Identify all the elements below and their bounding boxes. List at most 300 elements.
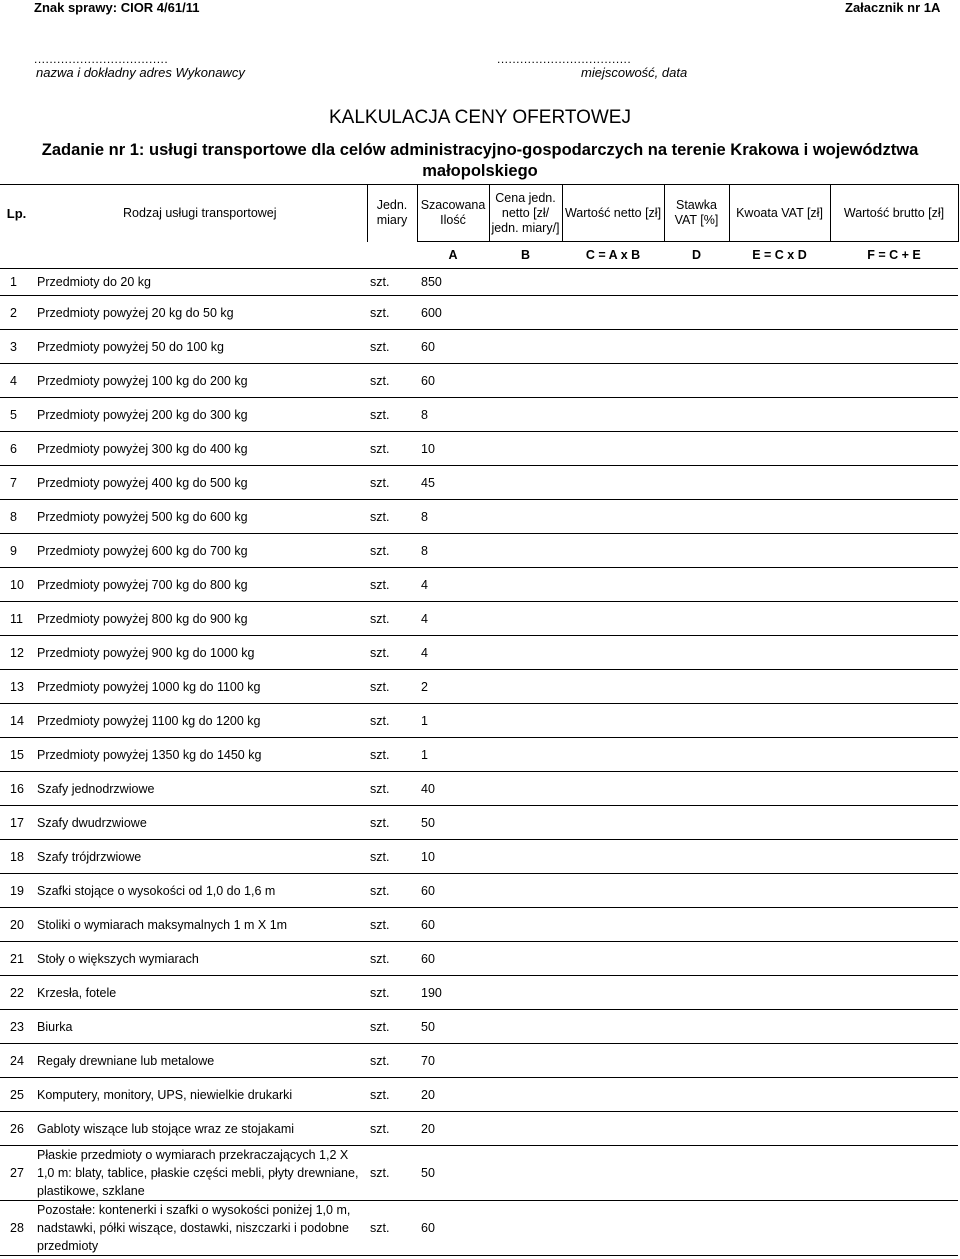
table-row [0,364,958,398]
table-row [0,704,958,738]
table-row [0,1146,958,1201]
row-quantity: 60 [417,330,489,364]
contractor-caption: nazwa i dokładny adres Wykonawcy [36,65,245,80]
formula-gross: F = C + E [830,242,958,269]
row-unit: szt. [367,602,417,636]
row-unit-price [489,500,562,534]
row-unit: szt. [367,296,417,330]
table-row [0,1201,958,1256]
row-unit-price [489,1201,562,1256]
row-unit: szt. [367,1146,417,1201]
row-vat-amount [729,1010,830,1044]
row-vat-rate [664,840,729,874]
row-unit: szt. [367,364,417,398]
row-gross-value [830,568,958,602]
row-vat-rate [664,806,729,840]
row-vat-amount [729,874,830,908]
table-row [0,602,958,636]
row-description: Szafy dwudrzwiowe [33,806,367,840]
row-gross-value [830,976,958,1010]
row-unit-price [489,432,562,466]
row-vat-rate [664,602,729,636]
row-vat-amount [729,1078,830,1112]
row-vat-rate [664,976,729,1010]
row-description: Przedmioty powyżej 1100 kg do 1200 kg [33,704,367,738]
row-gross-value [830,398,958,432]
row-quantity: 10 [417,840,489,874]
table-row [0,500,958,534]
row-vat-amount [729,398,830,432]
row-unit: szt. [367,976,417,1010]
row-vat-rate [664,296,729,330]
row-description: Przedmioty powyżej 20 kg do 50 kg [33,296,367,330]
row-vat-rate [664,364,729,398]
row-net-value [562,976,664,1010]
row-description: Przedmioty powyżej 900 kg do 1000 kg [33,636,367,670]
row-unit-price [489,806,562,840]
row-gross-value [830,1078,958,1112]
contractor-dots: ................................... [34,52,169,66]
row-net-value [562,602,664,636]
row-description: Szafki stojące o wysokości od 1,0 do 1,6 m [33,874,367,908]
row-unit-price [489,1112,562,1146]
row-net-value [562,432,664,466]
row-number: 9 [0,534,33,568]
row-vat-amount [729,704,830,738]
row-net-value [562,636,664,670]
row-quantity: 60 [417,942,489,976]
row-unit-price [489,466,562,500]
col-net-value: Wartość netto [zł] [562,185,664,242]
row-unit-price [489,976,562,1010]
row-description: Stoły o większych wymiarach [33,942,367,976]
row-net-value [562,1146,664,1201]
row-vat-amount [729,432,830,466]
row-unit: szt. [367,1078,417,1112]
row-vat-amount [729,942,830,976]
row-number: 21 [0,942,33,976]
row-description: Stoliki o wymiarach maksymalnych 1 m X 1m [33,908,367,942]
row-vat-rate [664,568,729,602]
row-gross-value [830,704,958,738]
col-vat-amount: Kwoata VAT [zł] [729,185,830,242]
table-row [0,806,958,840]
row-quantity: 50 [417,1010,489,1044]
row-number: 3 [0,330,33,364]
row-net-value [562,908,664,942]
row-vat-rate [664,1010,729,1044]
row-quantity: 850 [417,269,489,296]
row-quantity: 45 [417,466,489,500]
row-unit: szt. [367,670,417,704]
table-row [0,840,958,874]
row-net-value [562,296,664,330]
row-unit-price [489,398,562,432]
formula-empty [0,242,33,269]
row-net-value [562,466,664,500]
row-vat-amount [729,568,830,602]
row-quantity: 4 [417,568,489,602]
row-description: Pozostałe: kontenerki i szafki o wysokości poniżej 1,0 m, nadstawki, półki wiszące, dostawki, niszczarki i podobne przedmioty [33,1201,367,1256]
row-quantity: 50 [417,1146,489,1201]
row-description: Szafy trójdrzwiowe [33,840,367,874]
row-vat-rate [664,269,729,296]
row-unit-price [489,874,562,908]
row-quantity: 70 [417,1044,489,1078]
row-gross-value [830,269,958,296]
row-number: 22 [0,976,33,1010]
row-net-value [562,500,664,534]
formula-empty [367,242,417,269]
row-gross-value [830,500,958,534]
row-quantity: 8 [417,534,489,568]
table-row [0,1010,958,1044]
col-gross-value: Wartość brutto [zł] [830,185,958,242]
row-vat-rate [664,772,729,806]
row-description: Płaskie przedmioty o wymiarach przekraczających 1,2 X 1,0 m: blaty, tablice, płaskie części mebli, płyty drewniane, plastikowe, szklane [33,1146,367,1201]
row-description: Przedmioty powyżej 50 do 100 kg [33,330,367,364]
table-row [0,908,958,942]
table-row [0,1078,958,1112]
row-vat-rate [664,908,729,942]
row-unit: szt. [367,330,417,364]
row-net-value [562,534,664,568]
document-title: KALKULACJA CENY OFERTOWEJ [329,107,631,128]
row-gross-value [830,908,958,942]
table-row [0,942,958,976]
table-row [0,636,958,670]
row-vat-rate [664,330,729,364]
row-vat-rate [664,1078,729,1112]
col-unit-price: Cena jedn. netto [zł/ jedn. miary/] [489,185,562,242]
row-net-value [562,364,664,398]
row-quantity: 60 [417,364,489,398]
row-unit-price [489,296,562,330]
row-number: 24 [0,1044,33,1078]
task-subtitle: Zadanie nr 1: usługi transportowe dla celów administracyjno-gospodarczych na terenie Krakowa i województwa małopolskiego [41,141,919,180]
row-unit-price [489,704,562,738]
row-gross-value [830,772,958,806]
row-gross-value [830,466,958,500]
row-net-value [562,1078,664,1112]
row-number: 19 [0,874,33,908]
row-unit: szt. [367,432,417,466]
row-unit-price [489,772,562,806]
document-header [0,0,960,20]
row-unit-price [489,1044,562,1078]
row-gross-value [830,1044,958,1078]
row-number: 16 [0,772,33,806]
table-row [0,874,958,908]
col-qty: Szacowana Ilość [417,185,489,242]
formula-net: C = A x B [562,242,664,269]
row-description: Szafy jednodrzwiowe [33,772,367,806]
row-number: 25 [0,1078,33,1112]
row-number: 26 [0,1112,33,1146]
row-unit-price [489,670,562,704]
row-unit-price [489,1146,562,1201]
row-description: Przedmioty powyżej 200 kg do 300 kg [33,398,367,432]
table-row [0,296,958,330]
row-quantity: 2 [417,670,489,704]
row-unit-price [489,269,562,296]
row-gross-value [830,1146,958,1201]
row-net-value [562,568,664,602]
col-lp: Lp. [0,185,33,242]
formula-empty [33,242,367,269]
place-date-caption: miejscowość, data [581,65,688,80]
row-net-value [562,704,664,738]
formula-vat-rate: D [664,242,729,269]
row-number: 6 [0,432,33,466]
row-number: 13 [0,670,33,704]
row-number: 15 [0,738,33,772]
row-net-value [562,670,664,704]
row-description: Przedmioty powyżej 100 kg do 200 kg [33,364,367,398]
row-quantity: 60 [417,874,489,908]
row-number: 4 [0,364,33,398]
row-description: Regały drewniane lub metalowe [33,1044,367,1078]
row-number: 28 [0,1201,33,1256]
row-gross-value [830,942,958,976]
row-quantity: 600 [417,296,489,330]
table-row [0,976,958,1010]
row-quantity: 4 [417,602,489,636]
row-number: 1 [0,269,33,296]
row-net-value [562,330,664,364]
row-net-value [562,1201,664,1256]
row-number: 14 [0,704,33,738]
formula-row [0,242,958,269]
row-quantity: 1 [417,738,489,772]
row-unit: szt. [367,704,417,738]
row-unit-price [489,840,562,874]
table-row [0,738,958,772]
table-row [0,330,958,364]
row-unit: szt. [367,466,417,500]
row-vat-amount [729,806,830,840]
row-unit: szt. [367,534,417,568]
row-quantity: 50 [417,806,489,840]
row-unit: szt. [367,568,417,602]
row-vat-amount [729,466,830,500]
row-unit: szt. [367,806,417,840]
table-row [0,269,958,296]
row-vat-amount [729,670,830,704]
row-unit: szt. [367,874,417,908]
row-unit: szt. [367,500,417,534]
row-gross-value [830,364,958,398]
row-quantity: 8 [417,398,489,432]
formula-vat-amount: E = C x D [729,242,830,269]
row-description: Przedmioty powyżej 800 kg do 900 kg [33,602,367,636]
row-unit-price [489,942,562,976]
row-unit-price [489,1010,562,1044]
col-service: Rodzaj usługi transportowej [33,185,367,242]
row-unit: szt. [367,738,417,772]
row-vat-amount [729,1146,830,1201]
row-vat-amount [729,296,830,330]
row-unit: szt. [367,840,417,874]
row-vat-amount [729,976,830,1010]
row-vat-amount [729,500,830,534]
row-gross-value [830,670,958,704]
row-net-value [562,1112,664,1146]
row-gross-value [830,1010,958,1044]
row-description: Przedmioty powyżej 1350 kg do 1450 kg [33,738,367,772]
row-vat-rate [664,1201,729,1256]
row-gross-value [830,296,958,330]
row-quantity: 20 [417,1078,489,1112]
row-net-value [562,738,664,772]
row-description: Biurka [33,1010,367,1044]
row-number: 18 [0,840,33,874]
row-description: Komputery, monitory, UPS, niewielkie drukarki [33,1078,367,1112]
row-number: 11 [0,602,33,636]
table-row [0,1044,958,1078]
row-vat-rate [664,500,729,534]
row-vat-rate [664,704,729,738]
annex-label: Załacznik nr 1A [845,0,941,15]
row-vat-rate [664,670,729,704]
row-vat-amount [729,364,830,398]
row-unit-price [489,330,562,364]
row-vat-amount [729,840,830,874]
row-vat-amount [729,772,830,806]
row-vat-amount [729,908,830,942]
row-net-value [562,942,664,976]
row-gross-value [830,806,958,840]
row-number: 17 [0,806,33,840]
row-vat-amount [729,534,830,568]
row-description: Przedmioty powyżej 300 kg do 400 kg [33,432,367,466]
table-row [0,466,958,500]
row-unit-price [489,1078,562,1112]
row-description: Przedmioty powyżej 1000 kg do 1100 kg [33,670,367,704]
row-vat-amount [729,330,830,364]
case-number: Znak sprawy: CIOR 4/61/11 [34,0,200,15]
row-description: Przedmioty powyżej 700 kg do 800 kg [33,568,367,602]
row-quantity: 10 [417,432,489,466]
row-net-value [562,398,664,432]
row-quantity: 60 [417,908,489,942]
row-gross-value [830,738,958,772]
row-unit-price [489,568,562,602]
row-vat-amount [729,1201,830,1256]
row-unit: szt. [367,398,417,432]
row-unit: szt. [367,942,417,976]
row-unit-price [489,636,562,670]
table-header-row [0,185,958,242]
row-unit-price [489,738,562,772]
row-net-value [562,1044,664,1078]
row-number: 12 [0,636,33,670]
place-date-dots: ................................... [497,52,632,66]
row-net-value [562,269,664,296]
row-vat-rate [664,1112,729,1146]
table-row [0,534,958,568]
row-unit: szt. [367,1044,417,1078]
row-unit-price [489,534,562,568]
row-unit-price [489,364,562,398]
row-vat-amount [729,1112,830,1146]
table-row [0,568,958,602]
row-description: Przedmioty do 20 kg [33,269,367,296]
table-row [0,1112,958,1146]
row-vat-rate [664,432,729,466]
price-calculation-table [0,184,959,1256]
row-gross-value [830,1112,958,1146]
row-number: 2 [0,296,33,330]
table-row [0,772,958,806]
row-quantity: 40 [417,772,489,806]
row-description: Przedmioty powyżej 500 kg do 600 kg [33,500,367,534]
row-vat-rate [664,534,729,568]
row-net-value [562,1010,664,1044]
row-number: 27 [0,1146,33,1201]
row-unit: szt. [367,1201,417,1256]
row-gross-value [830,1201,958,1256]
col-unit: Jedn. miary [367,185,417,242]
row-vat-rate [664,942,729,976]
row-number: 10 [0,568,33,602]
table-row [0,432,958,466]
row-number: 20 [0,908,33,942]
row-quantity: 8 [417,500,489,534]
row-gross-value [830,874,958,908]
row-number: 8 [0,500,33,534]
row-vat-amount [729,1044,830,1078]
row-vat-rate [664,636,729,670]
row-net-value [562,874,664,908]
row-vat-rate [664,398,729,432]
row-number: 5 [0,398,33,432]
row-number: 7 [0,466,33,500]
row-quantity: 4 [417,636,489,670]
row-vat-amount [729,738,830,772]
row-gross-value [830,602,958,636]
row-description: Gabloty wiszące lub stojące wraz ze stojakami [33,1112,367,1146]
row-unit: szt. [367,269,417,296]
row-vat-amount [729,269,830,296]
table-row [0,398,958,432]
row-quantity: 1 [417,704,489,738]
col-vat-rate: Stawka VAT [%] [664,185,729,242]
row-unit-price [489,602,562,636]
row-quantity: 190 [417,976,489,1010]
row-unit: szt. [367,772,417,806]
row-vat-rate [664,874,729,908]
row-vat-amount [729,602,830,636]
table-row [0,670,958,704]
row-gross-value [830,432,958,466]
row-net-value [562,772,664,806]
row-vat-rate [664,738,729,772]
row-unit: szt. [367,1112,417,1146]
row-vat-rate [664,466,729,500]
row-unit-price [489,908,562,942]
row-gross-value [830,636,958,670]
row-unit: szt. [367,636,417,670]
row-quantity: 60 [417,1201,489,1256]
row-net-value [562,840,664,874]
row-unit: szt. [367,1010,417,1044]
row-description: Przedmioty powyżej 600 kg do 700 kg [33,534,367,568]
formula-price: B [489,242,562,269]
formula-qty: A [417,242,489,269]
row-vat-rate [664,1146,729,1201]
row-description: Przedmioty powyżej 400 kg do 500 kg [33,466,367,500]
